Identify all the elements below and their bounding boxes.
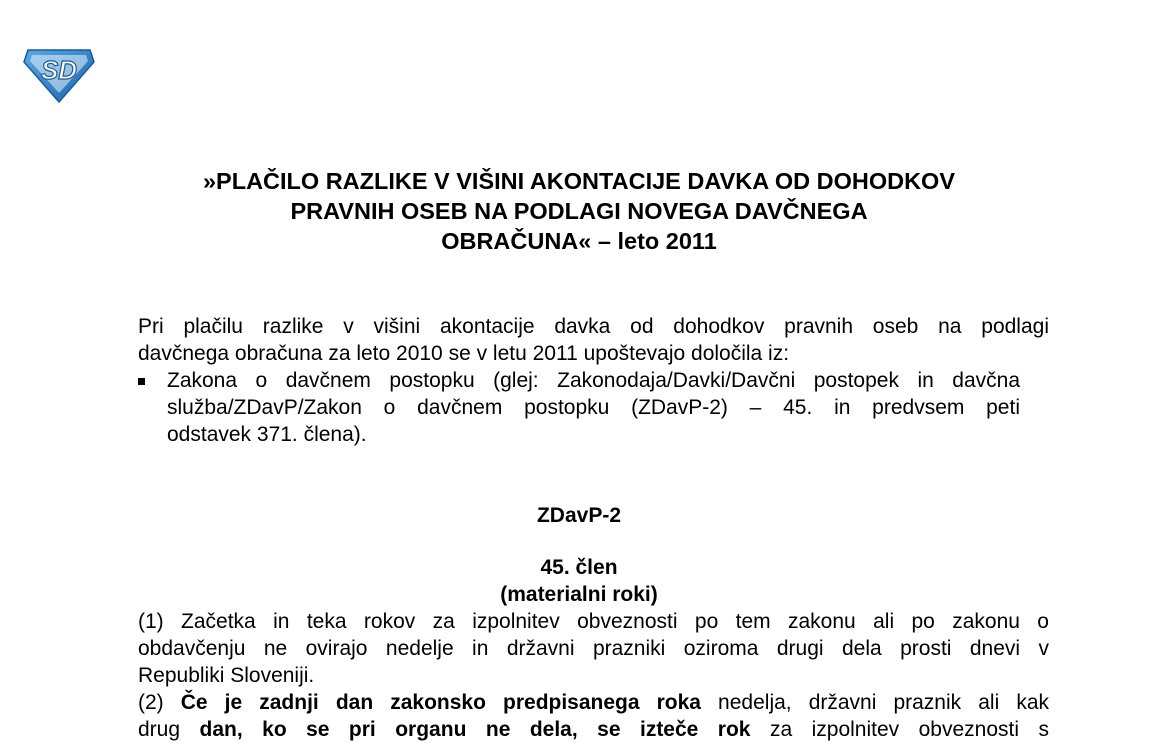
- bullet-item: [138, 367, 1020, 448]
- paragraph-2: [138, 689, 1049, 743]
- paragraph-2-line-2-text-1: drug: [138, 718, 200, 741]
- title-line-3: OBRAČUNA« – leto 2011: [441, 228, 717, 254]
- law-heading: ZDavP-2: [536, 504, 622, 527]
- paragraph-2-line-2-bold: dan, ko se pri organu ne dela, se izteče rok: [199, 718, 751, 741]
- title-line-2: PRAVNIH OSEB NA PODLAGI NOVEGA DAVČNEGA: [290, 198, 868, 224]
- intro-paragraph: [138, 313, 1049, 367]
- paragraph-2-line-1: [138, 689, 1049, 716]
- bullet-line-1: Zakona o davčnem postopku (glej: Zakonodaja/Davki/Davčni postopek in davčna: [167, 369, 1020, 392]
- paragraph-1-line-3: Republiki Sloveniji.: [138, 664, 315, 687]
- paragraph-1-line-2: obdavčenju ne ovirajo nedelje in državni prazniki oziroma drugi dela prosti dnevi v: [138, 637, 1049, 660]
- paragraph-2-line-2-text-2: za izpolnitev obveznosti s: [750, 718, 1049, 741]
- sd-shield-logo-icon: [22, 46, 96, 104]
- article-subtitle: (materialni roki): [500, 583, 658, 606]
- paragraph-1-line-1: (1) Začetka in teka rokov za izpolnitev obveznosti po tem zakonu ali po zakonu o: [138, 610, 1049, 633]
- bullet-line-2: služba/ZDavP/Zakon o davčnem postopku (ZDavP-2) – 45. in predvsem peti: [167, 396, 1020, 419]
- paragraph-2-text-1: nedelja, državni praznik ali kak: [700, 691, 1049, 714]
- document-title: [120, 166, 1038, 256]
- paragraph-2-bold-1: Če je zadnji dan zakonsko predpisanega roka: [180, 691, 701, 714]
- paragraph-2-prefix: (2): [138, 691, 181, 714]
- paragraph-1: [138, 608, 1049, 689]
- intro-line-2: davčnega obračuna za leto 2010 se v letu 2011 upoštevajo določila iz:: [138, 342, 790, 365]
- svg-text:SD: SD: [40, 55, 78, 85]
- intro-line-1: Pri plačilu razlike v višini akontacije davka od dohodkov pravnih oseb na podlagi: [138, 315, 1049, 338]
- article-number: 45. člen: [540, 556, 618, 579]
- title-line-1: »PLAČILO RAZLIKE V VIŠINI AKONTACIJE DAVKA OD DOHODKOV: [202, 168, 956, 194]
- bullet-line-3: odstavek 371. člena).: [167, 423, 367, 446]
- paragraph-2-line-2: [138, 716, 1049, 743]
- square-bullet-icon: [138, 378, 145, 385]
